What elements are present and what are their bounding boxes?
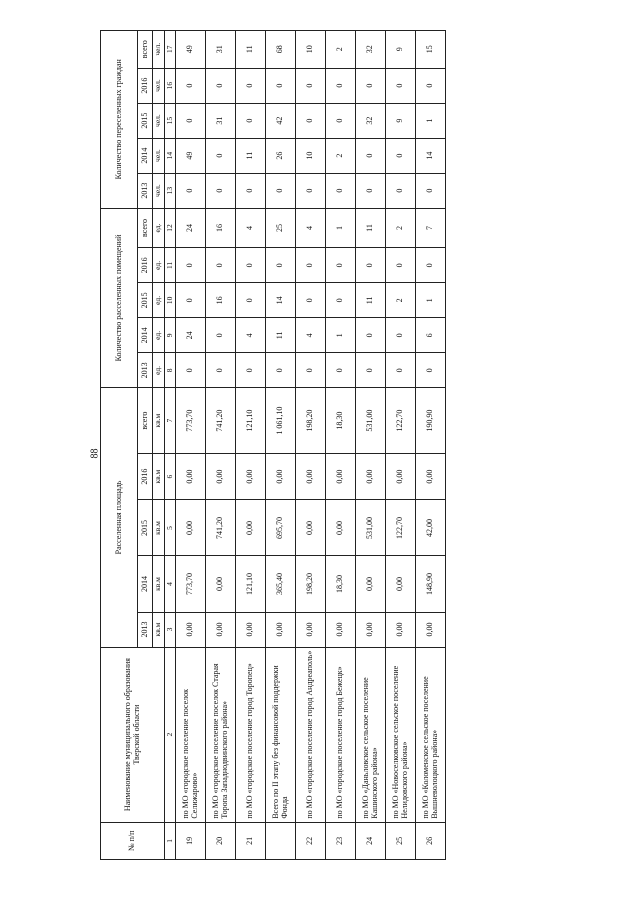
cell-area: 0,00 <box>266 612 296 647</box>
cell-rooms: 0 <box>206 248 236 283</box>
column-number: 3 <box>165 612 176 647</box>
cell-people: 0 <box>266 68 296 103</box>
cell-area: 121,10 <box>236 556 266 612</box>
column-number: 10 <box>165 283 176 318</box>
row-number: 20 <box>206 822 236 859</box>
cell-rooms: 1 <box>416 283 446 318</box>
header-unit-area: кв.м <box>153 388 165 453</box>
cell-area: 198,20 <box>296 556 326 612</box>
column-number: 7 <box>165 388 176 453</box>
header-unit-people: чел. <box>153 31 165 69</box>
cell-rooms: 0 <box>236 248 266 283</box>
row-name: по МО «Коломенское сельское поселение Вышневолоцкого района» <box>416 647 446 822</box>
column-number: 2 <box>165 647 176 822</box>
cell-area: 695,70 <box>266 500 296 556</box>
column-number: 11 <box>165 248 176 283</box>
cell-area: 531,00 <box>356 500 386 556</box>
cell-rooms: 11 <box>356 283 386 318</box>
cell-area: 198,20 <box>296 388 326 453</box>
table-row <box>236 31 266 860</box>
cell-rooms: 11 <box>356 208 386 248</box>
row-number: 21 <box>236 822 266 859</box>
cell-people: 32 <box>356 103 386 138</box>
header-unit-rooms: ед. <box>153 283 165 318</box>
cell-people: 0 <box>326 68 356 103</box>
column-number: 12 <box>165 208 176 248</box>
cell-people: 49 <box>176 31 206 69</box>
cell-rooms: 0 <box>296 353 326 388</box>
cell-people: 0 <box>416 173 446 208</box>
cell-area: 0,00 <box>356 556 386 612</box>
page-number: 88 <box>89 448 101 459</box>
cell-area: 0,00 <box>176 500 206 556</box>
cell-people: 0 <box>206 173 236 208</box>
header-area: Расселенная площадь <box>101 388 138 647</box>
column-number: 6 <box>165 453 176 500</box>
cell-rooms: 0 <box>236 353 266 388</box>
header-year-rooms: 2014 <box>138 318 153 353</box>
header-unit-people: чел. <box>153 68 165 103</box>
cell-area: 773,70 <box>176 388 206 453</box>
header-year-people: 2014 <box>138 138 153 173</box>
cell-rooms: 0 <box>326 353 356 388</box>
cell-area: 0,00 <box>326 500 356 556</box>
column-number: 9 <box>165 318 176 353</box>
cell-area: 0,00 <box>236 453 266 500</box>
cell-rooms: 6 <box>416 318 446 353</box>
header-year-area: 2013 <box>138 612 153 647</box>
cell-rooms: 1 <box>326 318 356 353</box>
cell-rooms: 14 <box>266 283 296 318</box>
column-number: 15 <box>165 103 176 138</box>
header-name: Наименование муниципального образования Тверской области <box>101 647 165 822</box>
cell-area: 1 061,10 <box>266 388 296 453</box>
cell-people: 49 <box>176 138 206 173</box>
header-unit-rooms: ед. <box>153 353 165 388</box>
cell-people: 2 <box>326 138 356 173</box>
cell-people: 31 <box>206 103 236 138</box>
table-row <box>176 31 206 860</box>
column-number: 17 <box>165 31 176 69</box>
cell-area: 0,00 <box>356 612 386 647</box>
cell-area: 122,70 <box>386 388 416 453</box>
cell-people: 0 <box>206 68 236 103</box>
header-year-rooms: 2013 <box>138 353 153 388</box>
cell-area: 190,90 <box>416 388 446 453</box>
cell-area: 773,70 <box>176 556 206 612</box>
rotated-table-container <box>100 30 439 860</box>
cell-people: 9 <box>386 31 416 69</box>
cell-people: 32 <box>356 31 386 69</box>
header-unit-area: кв.м <box>153 453 165 500</box>
header-year-rooms: 2016 <box>138 248 153 283</box>
cell-rooms: 4 <box>236 318 266 353</box>
cell-area: 121,10 <box>236 388 266 453</box>
cell-people: 11 <box>236 31 266 69</box>
cell-area: 122,70 <box>386 500 416 556</box>
cell-people: 0 <box>296 103 326 138</box>
cell-people: 0 <box>386 138 416 173</box>
cell-rooms: 0 <box>356 318 386 353</box>
column-number: 5 <box>165 500 176 556</box>
table-body <box>165 31 446 860</box>
header-unit-area: кв.м <box>153 612 165 647</box>
cell-area: 0,00 <box>386 453 416 500</box>
cell-rooms: 0 <box>236 283 266 318</box>
cell-area: 741,20 <box>206 388 236 453</box>
table-row <box>296 31 326 860</box>
cell-rooms: 0 <box>266 248 296 283</box>
cell-area: 741,20 <box>206 500 236 556</box>
cell-area: 0,00 <box>176 612 206 647</box>
header-unit-rooms: ед. <box>153 248 165 283</box>
cell-area: 148,90 <box>416 556 446 612</box>
row-number: 19 <box>176 822 206 859</box>
table-row <box>266 31 296 860</box>
row-number: 22 <box>296 822 326 859</box>
header-year-people: 2013 <box>138 173 153 208</box>
cell-people: 0 <box>176 103 206 138</box>
cell-people: 11 <box>236 138 266 173</box>
column-number: 1 <box>165 822 176 859</box>
cell-people: 0 <box>356 138 386 173</box>
cell-rooms: 16 <box>206 208 236 248</box>
cell-people: 10 <box>296 31 326 69</box>
cell-rooms: 0 <box>326 248 356 283</box>
cell-rooms: 0 <box>356 248 386 283</box>
cell-people: 42 <box>266 103 296 138</box>
cell-area: 0,00 <box>386 556 416 612</box>
header-unit-rooms: ед. <box>153 208 165 248</box>
cell-area: 0,00 <box>236 500 266 556</box>
cell-people: 1 <box>416 103 446 138</box>
cell-rooms: 4 <box>296 208 326 248</box>
cell-people: 0 <box>236 173 266 208</box>
cell-area: 0,00 <box>416 453 446 500</box>
table-row <box>206 31 236 860</box>
header-year-area: 2016 <box>138 453 153 500</box>
cell-area: 0,00 <box>236 612 266 647</box>
cell-area: 42,00 <box>416 500 446 556</box>
cell-rooms: 0 <box>386 353 416 388</box>
cell-rooms: 0 <box>296 248 326 283</box>
cell-area: 0,00 <box>296 612 326 647</box>
header-unit-people: чел. <box>153 103 165 138</box>
cell-people: 0 <box>386 173 416 208</box>
header-year-area: 2014 <box>138 556 153 612</box>
cell-people: 0 <box>236 68 266 103</box>
cell-area: 0,00 <box>206 453 236 500</box>
table-row <box>386 31 416 860</box>
column-number: 14 <box>165 138 176 173</box>
table-row <box>326 31 356 860</box>
cell-people: 0 <box>236 103 266 138</box>
cell-rooms: 0 <box>176 353 206 388</box>
cell-rooms: 11 <box>266 318 296 353</box>
cell-rooms: 16 <box>206 283 236 318</box>
row-name: по МО «городское поселение поселок Старая Торопа Западнодвинского района» <box>206 647 236 822</box>
cell-people: 15 <box>416 31 446 69</box>
cell-area: 0,00 <box>326 453 356 500</box>
column-number: 8 <box>165 353 176 388</box>
row-name: по МО «Даньловское сельское поселение Кашинского района» <box>356 647 386 822</box>
cell-rooms: 0 <box>176 283 206 318</box>
cell-area: 18,30 <box>326 556 356 612</box>
cell-rooms: 0 <box>266 353 296 388</box>
cell-rooms: 24 <box>176 318 206 353</box>
cell-area: 18,30 <box>326 388 356 453</box>
header-unit-rooms: ед. <box>153 318 165 353</box>
cell-rooms: 0 <box>176 248 206 283</box>
cell-rooms: 0 <box>356 353 386 388</box>
cell-area: 0,00 <box>296 500 326 556</box>
cell-rooms: 2 <box>386 208 416 248</box>
row-name: по МО «городское поселение поселок Селижарово» <box>176 647 206 822</box>
cell-people: 0 <box>356 68 386 103</box>
cell-rooms: 1 <box>326 208 356 248</box>
cell-rooms: 0 <box>416 248 446 283</box>
cell-people: 0 <box>206 138 236 173</box>
header-year-area: 2015 <box>138 500 153 556</box>
cell-people: 0 <box>176 173 206 208</box>
cell-rooms: 25 <box>266 208 296 248</box>
cell-area: 0,00 <box>176 453 206 500</box>
cell-area: 0,00 <box>416 612 446 647</box>
cell-people: 0 <box>326 173 356 208</box>
row-number <box>266 822 296 859</box>
cell-rooms: 4 <box>296 318 326 353</box>
cell-area: 0,00 <box>206 612 236 647</box>
header-year-people: 2015 <box>138 103 153 138</box>
cell-people: 0 <box>386 68 416 103</box>
header-unit-people: чел. <box>153 138 165 173</box>
cell-people: 9 <box>386 103 416 138</box>
header-num: № п/п <box>101 822 165 859</box>
cell-rooms: 24 <box>176 208 206 248</box>
resettlement-table <box>100 30 446 860</box>
header-unit-area: кв.м <box>153 556 165 612</box>
cell-people: 31 <box>206 31 236 69</box>
row-number: 24 <box>356 822 386 859</box>
cell-area: 0,00 <box>296 453 326 500</box>
row-number: 25 <box>386 822 416 859</box>
header-year-people: всего <box>138 31 153 69</box>
header-rooms: Количество расселенных помещений <box>101 208 138 388</box>
cell-rooms: 4 <box>236 208 266 248</box>
header-year-people: 2016 <box>138 68 153 103</box>
column-number-row <box>165 31 176 860</box>
header-unit-area: кв.м <box>153 500 165 556</box>
cell-rooms: 7 <box>416 208 446 248</box>
row-name: по МО «Новоселковское сельское поселение Нелидовского района» <box>386 647 416 822</box>
cell-rooms: 0 <box>326 283 356 318</box>
row-number: 26 <box>416 822 446 859</box>
cell-area: 0,00 <box>326 612 356 647</box>
header-people: Количество переселенных граждан <box>101 31 138 209</box>
row-name: Всего по II этапу без финансовой поддержки Фонда <box>266 647 296 822</box>
cell-people: 0 <box>296 68 326 103</box>
cell-people: 14 <box>416 138 446 173</box>
cell-people: 0 <box>296 173 326 208</box>
table-header <box>101 31 165 860</box>
header-year-rooms: всего <box>138 208 153 248</box>
cell-area: 0,00 <box>266 453 296 500</box>
cell-area: 0,00 <box>386 612 416 647</box>
cell-rooms: 0 <box>416 353 446 388</box>
row-name: по МО «городское поселение город Бежецк» <box>326 647 356 822</box>
header-unit-people: чел. <box>153 173 165 208</box>
cell-rooms: 0 <box>206 353 236 388</box>
cell-rooms: 0 <box>206 318 236 353</box>
cell-area: 0,00 <box>356 453 386 500</box>
row-name: по МО «городское поселение город Андреаполь» <box>296 647 326 822</box>
row-number: 23 <box>326 822 356 859</box>
table-row <box>416 31 446 860</box>
cell-rooms: 2 <box>386 283 416 318</box>
cell-people: 0 <box>356 173 386 208</box>
cell-people: 0 <box>416 68 446 103</box>
cell-area: 531,00 <box>356 388 386 453</box>
table-row <box>356 31 386 860</box>
header-year-rooms: 2015 <box>138 283 153 318</box>
cell-people: 2 <box>326 31 356 69</box>
cell-area: 0,00 <box>206 556 236 612</box>
cell-people: 0 <box>176 68 206 103</box>
cell-rooms: 0 <box>296 283 326 318</box>
row-name: по МО «городское поселение город Торопец» <box>236 647 266 822</box>
column-number: 4 <box>165 556 176 612</box>
cell-rooms: 0 <box>386 318 416 353</box>
cell-people: 26 <box>266 138 296 173</box>
cell-people: 0 <box>266 173 296 208</box>
cell-area: 365,40 <box>266 556 296 612</box>
header-year-area: всего <box>138 388 153 453</box>
column-number: 13 <box>165 173 176 208</box>
cell-people: 10 <box>296 138 326 173</box>
cell-people: 0 <box>326 103 356 138</box>
cell-people: 68 <box>266 31 296 69</box>
cell-rooms: 0 <box>386 248 416 283</box>
column-number: 16 <box>165 68 176 103</box>
